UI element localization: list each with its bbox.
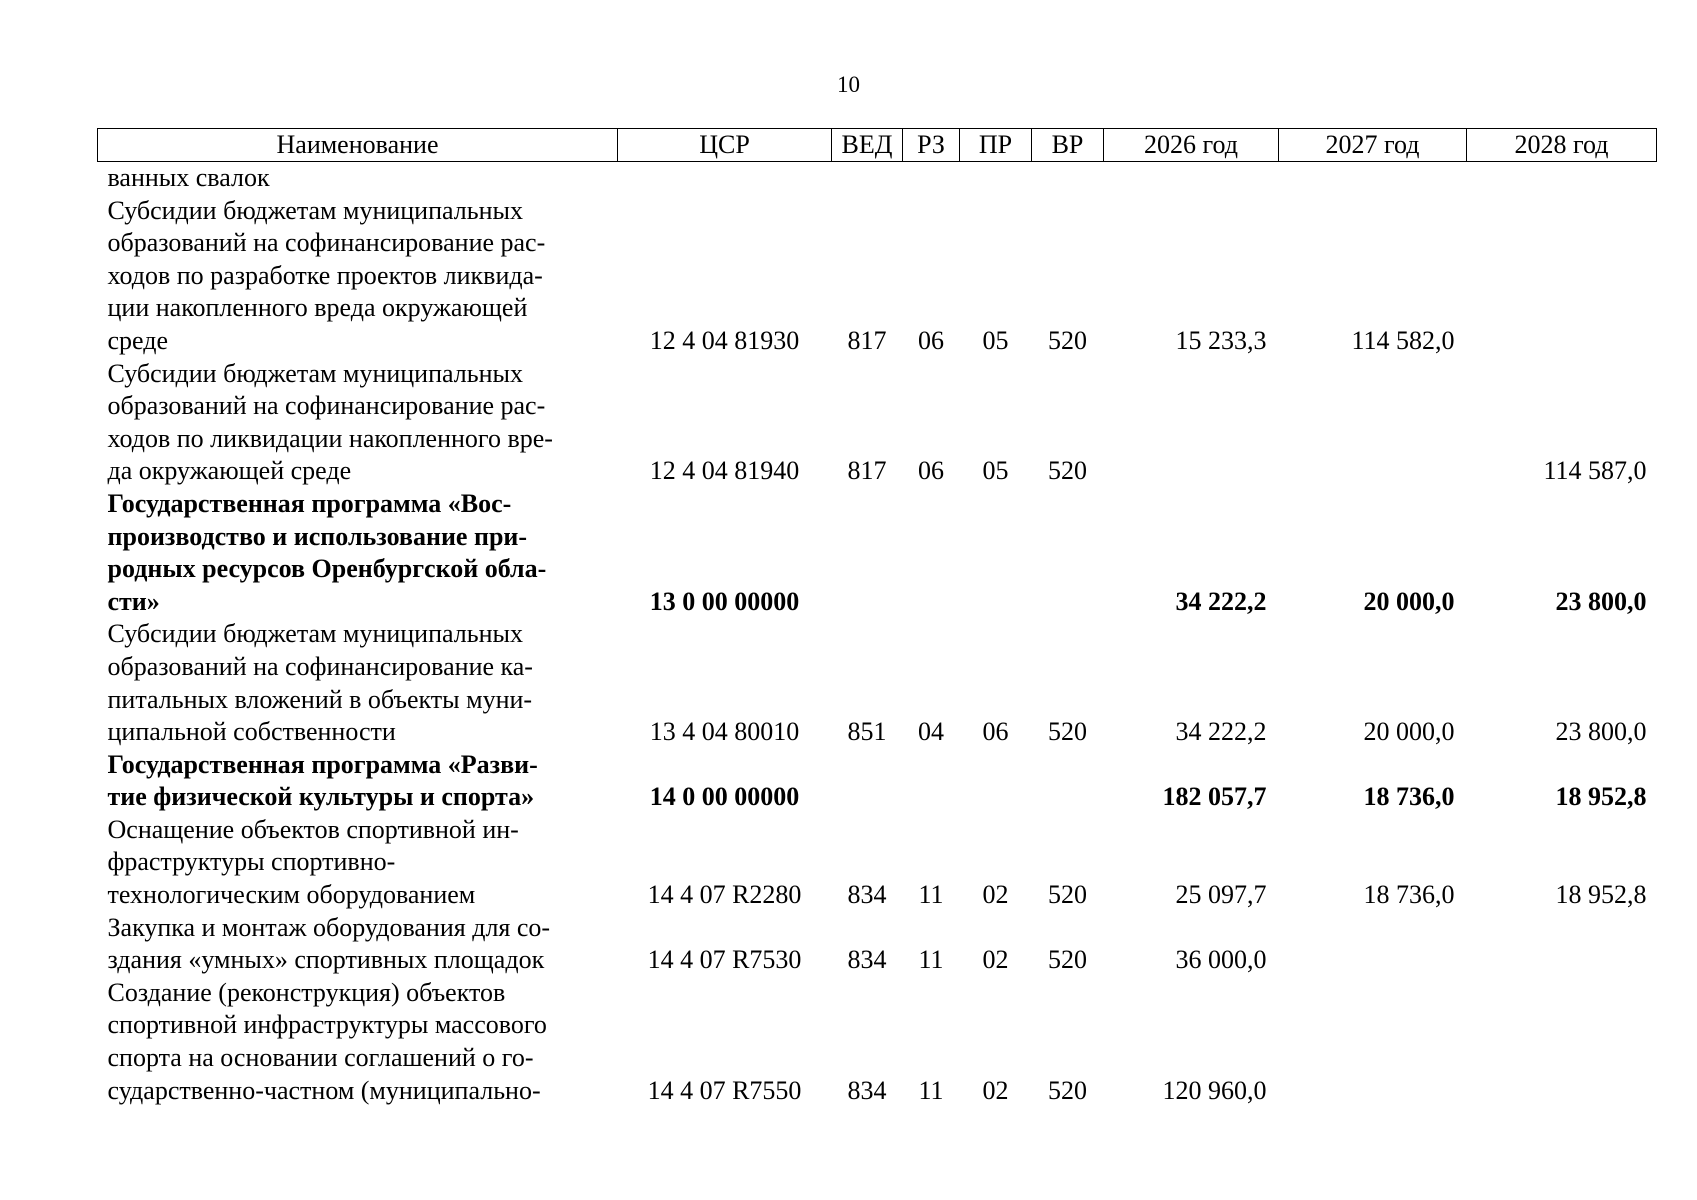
cell-pr: 02: [982, 880, 1009, 910]
name-line: образований на софинансирование ка-: [107, 651, 533, 681]
cell-2028: 114 587,0: [1543, 456, 1647, 486]
cell-name: [98, 162, 618, 195]
cell-2026: 120 960,0: [1162, 1075, 1267, 1105]
cell-2026: [1104, 162, 1279, 195]
cell-ved: [832, 488, 903, 618]
name-line: спортивной инфраструктуры массового: [107, 1010, 547, 1040]
cell-2026: 25 097,7: [1175, 880, 1267, 910]
cell-rz: 06: [918, 456, 944, 486]
name-line: Закупка и монтаж оборудования для со-: [107, 912, 551, 942]
table-body: [98, 162, 1657, 1108]
cell-rz: 04: [918, 717, 944, 747]
cell-name: [98, 488, 618, 618]
cell-2026: 34 222,2: [1175, 586, 1267, 616]
header-vr: ВР: [1032, 129, 1104, 162]
cell-2026: 34 222,2: [1175, 717, 1267, 747]
cell-2028: 18 952,8: [1555, 880, 1647, 910]
name-line: питальных вложений в объекты муни-: [107, 684, 533, 714]
name-line: Оснащение объектов спортивной ин-: [107, 814, 519, 844]
name-line: родных ресурсов Оренбургской обла-: [107, 554, 547, 584]
cell-vr: 520: [1048, 717, 1087, 747]
table-row: [98, 977, 1657, 1107]
name-line: ципальной собственности: [107, 717, 396, 747]
cell-rz: [903, 749, 960, 814]
table-row: [98, 749, 1657, 814]
cell-csr: 13 4 04 80010: [649, 717, 800, 747]
name-line: Государственная программа «Разви-: [107, 749, 538, 779]
cell-pr: 05: [982, 456, 1009, 486]
cell-ved: 834: [847, 880, 887, 910]
cell-ved: 817: [847, 456, 887, 486]
header-name: Наименование: [98, 129, 618, 162]
cell-csr: 12 4 04 81940: [649, 456, 800, 486]
name-line: здания «умных» спортивных площадок: [107, 945, 545, 975]
cell-ved: 817: [847, 325, 887, 355]
cell-ved: 834: [847, 1075, 887, 1105]
name-line: да окружающей среде: [107, 456, 352, 486]
cell-2028: [1467, 912, 1657, 977]
cell-2028: 18 952,8: [1555, 782, 1647, 812]
cell-2026: [1104, 358, 1279, 488]
cell-2028: 23 800,0: [1555, 586, 1647, 616]
cell-2027: 20 000,0: [1363, 717, 1455, 747]
name-line: технологическим оборудованием: [107, 880, 476, 910]
cell-name: [98, 814, 618, 912]
name-line: тие физической культуры и спорта»: [107, 782, 535, 812]
cell-csr: 14 0 00 00000: [649, 782, 800, 812]
cell-csr: 14 4 07 R2280: [647, 880, 802, 910]
header-2026: 2026 год: [1104, 129, 1279, 162]
table-row: [98, 162, 1657, 195]
budget-table: [97, 128, 1657, 1107]
cell-vr: [1032, 749, 1104, 814]
name-line: образований на софинансирование рас-: [107, 228, 546, 258]
name-line: ции накопленного вреда окружающей: [107, 293, 528, 323]
cell-2028: [1467, 195, 1657, 358]
name-line: спорта на основании соглашений о го-: [107, 1043, 534, 1073]
cell-2027: [1279, 358, 1467, 488]
cell-2026: 15 233,3: [1175, 325, 1267, 355]
cell-2026: 182 057,7: [1162, 782, 1267, 812]
cell-vr: 520: [1048, 1075, 1087, 1105]
cell-rz: 11: [918, 880, 944, 910]
cell-2028: 23 800,0: [1555, 717, 1647, 747]
cell-pr: 05: [982, 325, 1009, 355]
cell-csr: 13 0 00 00000: [649, 586, 800, 616]
name-line: фраструктуры спортивно-: [107, 847, 396, 877]
name-line: сударственно-частном (муниципально-: [107, 1075, 541, 1105]
name-line: Субсидии бюджетам муниципальных: [107, 358, 523, 388]
header-2027: 2027 год: [1279, 129, 1467, 162]
cell-name: [98, 912, 618, 977]
name-line: ходов по разработке проектов ликвида-: [107, 260, 543, 290]
cell-2028: [1467, 977, 1657, 1107]
cell-ved: [832, 749, 903, 814]
cell-csr: 14 4 07 R7530: [647, 945, 802, 975]
cell-vr: [1032, 488, 1104, 618]
header-2028: 2028 год: [1467, 129, 1657, 162]
header-csr: ЦСР: [618, 129, 832, 162]
cell-csr: 14 4 07 R7550: [647, 1075, 802, 1105]
name-line: образований на софинансирование рас-: [107, 391, 546, 421]
cell-rz: [903, 162, 960, 195]
cell-rz: 06: [918, 325, 944, 355]
cell-2027: [1279, 977, 1467, 1107]
cell-rz: 11: [918, 945, 944, 975]
table-header: [98, 129, 1657, 162]
cell-ved: [832, 162, 903, 195]
cell-pr: [960, 488, 1032, 618]
cell-pr: 02: [982, 945, 1009, 975]
cell-vr: [1032, 162, 1104, 195]
table-row: [98, 358, 1657, 488]
cell-pr: [960, 749, 1032, 814]
cell-pr: 02: [982, 1075, 1009, 1105]
cell-name: [98, 618, 618, 748]
cell-csr: 12 4 04 81930: [649, 325, 800, 355]
cell-2027: [1279, 162, 1467, 195]
cell-name: [98, 749, 618, 814]
table-row: [98, 195, 1657, 358]
cell-rz: 11: [918, 1075, 944, 1105]
cell-2027: 20 000,0: [1363, 586, 1455, 616]
cell-vr: 520: [1048, 456, 1087, 486]
name-line: ванных свалок: [107, 163, 270, 192]
header-ved: ВЕД: [832, 129, 903, 162]
cell-name: [98, 195, 618, 358]
cell-pr: [960, 162, 1032, 195]
cell-pr: 06: [982, 717, 1009, 747]
name-line: Государственная программа «Вос-: [107, 488, 512, 518]
header-rz: РЗ: [903, 129, 960, 162]
cell-2027: 18 736,0: [1363, 782, 1455, 812]
cell-2026: 36 000,0: [1175, 945, 1267, 975]
cell-2028: [1467, 162, 1657, 195]
name-line: производство и использование при-: [107, 521, 528, 551]
cell-2027: 18 736,0: [1363, 880, 1455, 910]
name-line: Субсидии бюджетам муниципальных: [107, 619, 523, 649]
name-line: Создание (реконструкция) объектов: [107, 977, 506, 1007]
name-line: среде: [107, 325, 169, 355]
cell-ved: 851: [847, 717, 887, 747]
cell-ved: 834: [847, 945, 887, 975]
page-number: 10: [837, 72, 860, 97]
table-row: [98, 912, 1657, 977]
name-line: ходов по ликвидации накопленного вре-: [107, 423, 553, 453]
cell-name: [98, 977, 618, 1107]
header-pr: ПР: [960, 129, 1032, 162]
name-line: Субсидии бюджетам муниципальных: [107, 195, 523, 225]
name-line: сти»: [107, 586, 160, 616]
cell-vr: 520: [1048, 880, 1087, 910]
table-row: [98, 618, 1657, 748]
cell-2027: [1279, 912, 1467, 977]
cell-rz: [903, 488, 960, 618]
cell-name: [98, 358, 618, 488]
cell-vr: 520: [1048, 945, 1087, 975]
cell-vr: 520: [1048, 325, 1087, 355]
cell-2027: 114 582,0: [1351, 325, 1455, 355]
table-row: [98, 488, 1657, 618]
cell-csr: [618, 162, 832, 195]
table-row: [98, 814, 1657, 912]
